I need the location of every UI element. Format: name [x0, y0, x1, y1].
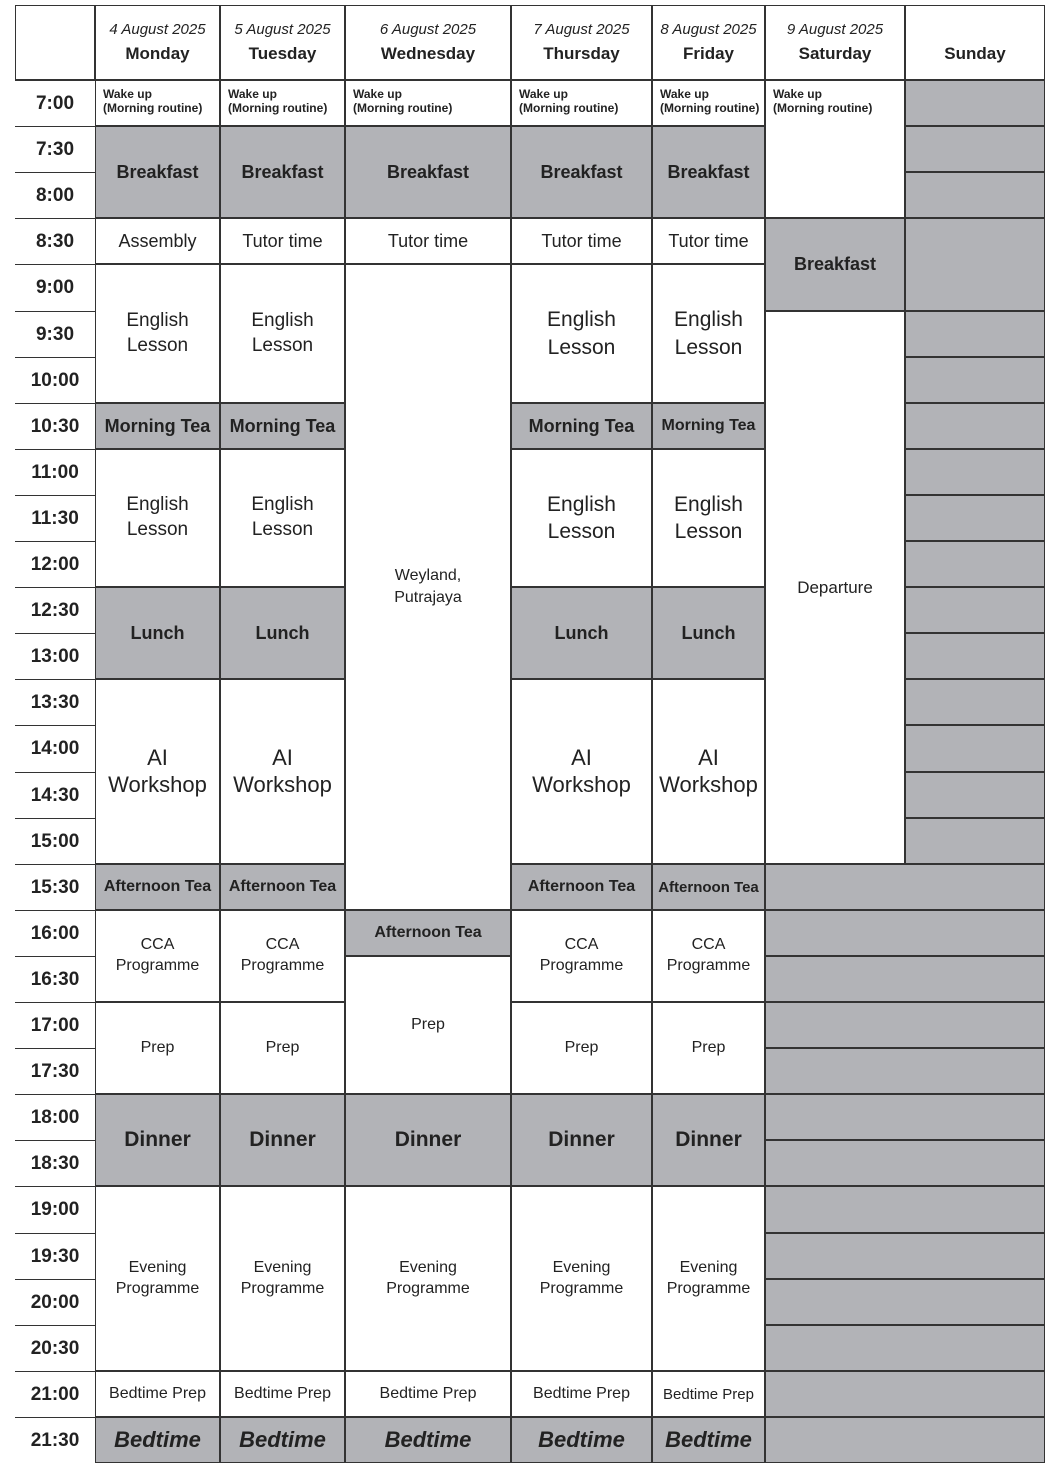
morning-tea-block: [652, 403, 765, 449]
cca-block: [220, 910, 345, 1002]
day-date: 9 August 2025: [786, 21, 884, 38]
afternoon-tea-label: Afternoon Tea: [527, 878, 636, 895]
cca-label: Programme: [115, 957, 200, 974]
ai-label: Workshop: [532, 771, 631, 797]
cca-label: Programme: [539, 957, 624, 974]
lunch-label: Lunch: [255, 622, 310, 643]
morning-tea-label: Morning Tea: [229, 415, 336, 436]
lunch-label: Lunch: [554, 622, 609, 643]
breakfast-block: [765, 218, 905, 311]
afternoon-tea-block: [95, 864, 220, 910]
english-block: [652, 264, 765, 403]
empty-block: [905, 311, 1045, 357]
trip-label: Putrajaya: [394, 589, 462, 606]
prep-block: [95, 1002, 220, 1094]
day-header: [95, 5, 220, 80]
time-label: 16:30: [30, 968, 80, 990]
breakfast-label: Breakfast: [386, 161, 470, 182]
breakfast-label: Breakfast: [667, 161, 750, 182]
english-label: English: [126, 309, 189, 331]
time-slot: [15, 818, 95, 864]
time-slot: [15, 1140, 95, 1186]
ai-block: [511, 679, 652, 864]
assembly-block: [95, 218, 220, 264]
day-name: Sunday: [944, 44, 1006, 63]
time-label: 18:30: [30, 1152, 80, 1174]
dinner-block: [220, 1094, 345, 1186]
time-slot: [15, 633, 95, 679]
time-label: 20:00: [30, 1291, 80, 1313]
cca-label: CCA: [265, 936, 300, 954]
evening-label: Programme: [386, 1279, 470, 1297]
time-label: 17:00: [30, 1014, 80, 1036]
time-label: 10:00: [30, 369, 80, 391]
cca-label: CCA: [691, 936, 726, 954]
empty-block: [765, 864, 1045, 910]
empty-block: [765, 1233, 1045, 1279]
time-slot: [15, 449, 95, 495]
wake-line: Wake up: [660, 87, 709, 101]
empty-block: [905, 818, 1045, 864]
ai-label: AI: [698, 745, 719, 771]
empty-block: [765, 1094, 1045, 1140]
bedtime-label: Bedtime: [538, 1427, 625, 1452]
prep-block: [652, 1002, 765, 1094]
wake-block: [765, 80, 905, 218]
time-slot: [15, 541, 95, 587]
ai-label: Workshop: [659, 771, 758, 797]
time-slot: [15, 910, 95, 956]
wake-line: (Morning routine): [353, 101, 453, 116]
ai-label: Workshop: [233, 771, 332, 797]
bedtime-prep-label: Bedtime Prep: [663, 1385, 754, 1403]
bedtime-prep-block: [345, 1371, 511, 1417]
ai-block: [652, 679, 765, 864]
evening-label: Programme: [240, 1279, 325, 1297]
time-slot: [15, 1186, 95, 1233]
wake-line: Wake up: [353, 87, 402, 101]
empty-block: [765, 1002, 1045, 1048]
cca-block: [511, 910, 652, 1002]
cca-label: CCA: [564, 936, 599, 954]
afternoon-tea-block: [220, 864, 345, 910]
empty-block: [905, 80, 1045, 126]
departure-block: [765, 311, 905, 864]
day-name: Friday: [682, 44, 735, 63]
empty-block: [905, 449, 1045, 495]
empty-block: [905, 772, 1045, 818]
time-slot: [15, 1417, 95, 1463]
prep-label: Prep: [411, 1016, 445, 1033]
tutor-time-label: Tutor time: [668, 230, 749, 251]
time-label: 9:30: [35, 323, 75, 345]
bedtime-prep-block: [95, 1371, 220, 1417]
english-block: [511, 264, 652, 403]
time-label: 19:00: [30, 1199, 80, 1220]
english-label: English: [674, 492, 743, 516]
empty-block: [905, 403, 1045, 449]
time-label: 11:30: [31, 507, 79, 529]
prep-label: Prep: [140, 1039, 175, 1056]
english-label: Lesson: [547, 520, 616, 543]
time-slot: [15, 587, 95, 633]
morning-tea-label: Morning Tea: [104, 415, 211, 436]
tutor-time-label: Tutor time: [387, 230, 469, 251]
ai-block: [220, 679, 345, 864]
afternoon-tea-label: Afternoon Tea: [228, 878, 337, 895]
english-label: English: [251, 309, 314, 331]
time-slot: [15, 403, 95, 449]
breakfast-block: [652, 126, 765, 218]
wake-line: (Morning routine): [519, 101, 619, 116]
lunch-label: Lunch: [130, 622, 185, 643]
bedtime-prep-label: Bedtime Prep: [234, 1385, 331, 1402]
day-name: Saturday: [798, 44, 872, 63]
morning-tea-label: Morning Tea: [661, 417, 756, 434]
wake-block: [345, 80, 511, 126]
empty-block: [765, 1371, 1045, 1417]
evening-label: Evening: [552, 1258, 611, 1276]
lunch-label: Lunch: [681, 622, 736, 643]
time-label: 21:30: [30, 1429, 80, 1451]
afternoon-tea-block: [345, 910, 511, 956]
dinner-block: [511, 1094, 652, 1186]
english-label: English: [126, 494, 189, 516]
wake-line: (Morning routine): [103, 101, 203, 116]
evening-label: Programme: [666, 1279, 751, 1297]
time-slot: [15, 1233, 95, 1279]
time-label: 12:00: [30, 553, 80, 575]
trip-label: Weyland,: [394, 566, 462, 584]
day-header: [345, 5, 511, 80]
evening-label: Evening: [253, 1258, 312, 1276]
bedtime-block: [220, 1417, 345, 1463]
time-slot: [15, 679, 95, 725]
day-name: Thursday: [543, 44, 620, 63]
english-label: Lesson: [674, 520, 743, 543]
empty-block: [905, 541, 1045, 587]
wake-block: [652, 80, 765, 126]
empty-block: [765, 910, 1045, 956]
time-label: 7:30: [35, 138, 75, 160]
empty-block: [765, 956, 1045, 1002]
bedtime-prep-block: [511, 1371, 652, 1417]
time-label: 12:30: [30, 599, 80, 621]
morning-tea-block: [95, 403, 220, 449]
dinner-label: Dinner: [394, 1128, 462, 1151]
time-slot: [15, 218, 95, 264]
english-label: Lesson: [126, 334, 189, 356]
time-label: 13:00: [30, 645, 80, 667]
morning-tea-block: [220, 403, 345, 449]
prep-block: [511, 1002, 652, 1094]
cca-label: Programme: [666, 957, 751, 974]
time-slot: [15, 1279, 95, 1325]
day-name: Wednesday: [380, 44, 476, 63]
time-label: 15:30: [30, 876, 80, 898]
english-label: Lesson: [251, 519, 314, 540]
evening-label: Evening: [679, 1258, 738, 1276]
time-slot: [15, 772, 95, 818]
bedtime-prep-label: Bedtime Prep: [533, 1385, 630, 1402]
english-block: [95, 264, 220, 403]
cca-block: [652, 910, 765, 1002]
time-label: 8:30: [35, 230, 75, 252]
ai-label: AI: [571, 745, 592, 771]
ai-label: Workshop: [108, 771, 207, 797]
lunch-block: [652, 587, 765, 679]
time-label: 7:00: [35, 92, 75, 114]
breakfast-label: Breakfast: [241, 161, 324, 182]
afternoon-tea-label: Afternoon Tea: [658, 878, 759, 896]
breakfast-block: [95, 126, 220, 218]
time-slot: [15, 1002, 95, 1048]
day-date: 7 August 2025: [533, 21, 630, 38]
wake-block: [511, 80, 652, 126]
tutor-time-block: [345, 218, 511, 264]
empty-block: [905, 218, 1045, 311]
wake-line: Wake up: [773, 87, 822, 101]
empty-block: [765, 1186, 1045, 1233]
english-label: English: [674, 308, 743, 332]
evening-block: [652, 1186, 765, 1371]
day-header: [905, 5, 1045, 80]
lunch-block: [95, 587, 220, 679]
ai-block: [95, 679, 220, 864]
breakfast-block: [220, 126, 345, 218]
ai-label: AI: [272, 745, 293, 771]
prep-label: Prep: [691, 1039, 726, 1056]
day-date: 5 August 2025: [234, 21, 331, 38]
day-header: [511, 5, 652, 80]
evening-label: Programme: [115, 1279, 200, 1297]
time-slot: [15, 1325, 95, 1371]
breakfast-block: [345, 126, 511, 218]
dinner-block: [652, 1094, 765, 1186]
evening-label: Programme: [539, 1279, 624, 1297]
dinner-label: Dinner: [124, 1128, 191, 1151]
time-slot: [15, 725, 95, 772]
empty-block: [765, 1140, 1045, 1186]
afternoon-tea-label: Afternoon Tea: [374, 924, 482, 941]
empty-block: [905, 357, 1045, 403]
cca-label: CCA: [140, 936, 175, 954]
prep-block: [220, 1002, 345, 1094]
dinner-label: Dinner: [249, 1128, 316, 1151]
wake-line: (Morning routine): [228, 101, 328, 116]
time-slot: [15, 264, 95, 311]
bedtime-label: Bedtime: [114, 1427, 201, 1452]
english-block: [220, 264, 345, 403]
day-name: Monday: [125, 44, 190, 63]
breakfast-label: Breakfast: [116, 161, 199, 182]
day-date: 4 August 2025: [109, 21, 206, 38]
empty-block: [905, 679, 1045, 725]
breakfast-block: [511, 126, 652, 218]
english-block: [511, 449, 652, 587]
time-label: 15:00: [30, 830, 80, 852]
time-label: 18:00: [30, 1106, 80, 1128]
empty-block: [765, 1417, 1045, 1463]
wake-block: [220, 80, 345, 126]
english-block: [652, 449, 765, 587]
tutor-time-block: [220, 218, 345, 264]
bedtime-prep-label: Bedtime Prep: [109, 1385, 206, 1402]
evening-label: Evening: [399, 1258, 457, 1276]
afternoon-tea-block: [652, 864, 765, 910]
prep-block: [345, 956, 511, 1094]
lunch-block: [511, 587, 652, 679]
afternoon-tea-label: Afternoon Tea: [103, 878, 212, 895]
breakfast-label: Breakfast: [793, 254, 877, 274]
time-slot: [15, 311, 95, 357]
time-label: 14:30: [30, 784, 80, 806]
empty-block: [905, 495, 1045, 541]
dinner-label: Dinner: [548, 1128, 615, 1151]
prep-label: Prep: [564, 1039, 599, 1056]
bedtime-prep-label: Bedtime Prep: [379, 1385, 477, 1402]
english-label: English: [547, 492, 616, 516]
time-slot: [15, 1371, 95, 1417]
day-date: 8 August 2025: [660, 21, 757, 38]
english-block: [220, 449, 345, 587]
dinner-block: [345, 1094, 511, 1186]
tutor-time-block: [652, 218, 765, 264]
empty-block: [905, 172, 1045, 218]
cca-label: Programme: [240, 957, 325, 974]
tutor-time-label: Tutor time: [541, 230, 622, 251]
evening-block: [95, 1186, 220, 1371]
time-slot: [15, 1048, 95, 1094]
time-slot: [15, 864, 95, 910]
bedtime-block: [652, 1417, 765, 1463]
time-slot: [15, 1094, 95, 1140]
time-label: 14:00: [30, 738, 80, 759]
bedtime-block: [511, 1417, 652, 1463]
day-date: 6 August 2025: [379, 21, 477, 38]
bedtime-label: Bedtime: [665, 1427, 752, 1452]
day-name: Tuesday: [248, 44, 317, 63]
day-header: [652, 5, 765, 80]
time-slot: [15, 126, 95, 172]
dinner-block: [95, 1094, 220, 1186]
english-block: [95, 449, 220, 587]
time-label: 20:30: [30, 1337, 80, 1359]
day-header: [220, 5, 345, 80]
evening-block: [220, 1186, 345, 1371]
trip-block: [345, 264, 511, 910]
morning-tea-block: [511, 403, 652, 449]
assembly-label: Assembly: [118, 230, 197, 251]
empty-block: [765, 1325, 1045, 1371]
empty-block: [765, 1279, 1045, 1325]
time-label: 9:00: [35, 277, 75, 298]
evening-block: [511, 1186, 652, 1371]
wake-line: Wake up: [519, 87, 568, 101]
evening-block: [345, 1186, 511, 1371]
cca-block: [95, 910, 220, 1002]
evening-label: Evening: [128, 1258, 187, 1276]
time-label: 8:00: [35, 184, 75, 206]
empty-block: [765, 1048, 1045, 1094]
day-header: [765, 5, 905, 80]
bedtime-label: Bedtime: [239, 1427, 326, 1452]
empty-block: [905, 725, 1045, 772]
english-label: Lesson: [251, 334, 314, 356]
bedtime-prep-block: [652, 1371, 765, 1417]
wake-line: Wake up: [228, 87, 277, 101]
bedtime-label: Bedtime: [384, 1427, 472, 1452]
departure-label: Departure: [797, 577, 873, 597]
english-label: Lesson: [126, 519, 189, 540]
wake-line: (Morning routine): [660, 101, 760, 116]
wake-line: (Morning routine): [773, 101, 873, 116]
breakfast-label: Breakfast: [540, 161, 623, 182]
wake-block: [95, 80, 220, 126]
prep-label: Prep: [265, 1039, 300, 1056]
time-label: 17:30: [30, 1060, 80, 1082]
afternoon-tea-block: [511, 864, 652, 910]
time-slot: [15, 172, 95, 218]
empty-block: [905, 587, 1045, 633]
tutor-time-block: [511, 218, 652, 264]
morning-tea-label: Morning Tea: [528, 415, 635, 436]
time-slot: [15, 80, 95, 126]
dinner-label: Dinner: [675, 1128, 742, 1151]
time-label: 19:30: [30, 1245, 80, 1267]
wake-line: Wake up: [103, 87, 152, 101]
english-label: Lesson: [674, 335, 743, 359]
corner-cell: [15, 5, 95, 80]
time-slot: [15, 495, 95, 541]
english-label: English: [251, 494, 314, 516]
time-label: 13:30: [30, 691, 80, 713]
ai-label: AI: [147, 745, 168, 771]
english-label: English: [547, 308, 616, 332]
english-label: Lesson: [547, 335, 616, 359]
tutor-time-label: Tutor time: [242, 230, 323, 251]
bedtime-block: [345, 1417, 511, 1463]
time-slot: [15, 956, 95, 1002]
bedtime-prep-block: [220, 1371, 345, 1417]
time-label: 10:30: [30, 415, 80, 437]
time-label: 21:00: [30, 1383, 80, 1405]
lunch-block: [220, 587, 345, 679]
time-slot: [15, 357, 95, 403]
empty-block: [905, 126, 1045, 172]
time-label: 16:00: [30, 922, 80, 944]
empty-block: [905, 633, 1045, 679]
time-label: 11:00: [31, 461, 79, 483]
bedtime-block: [95, 1417, 220, 1463]
